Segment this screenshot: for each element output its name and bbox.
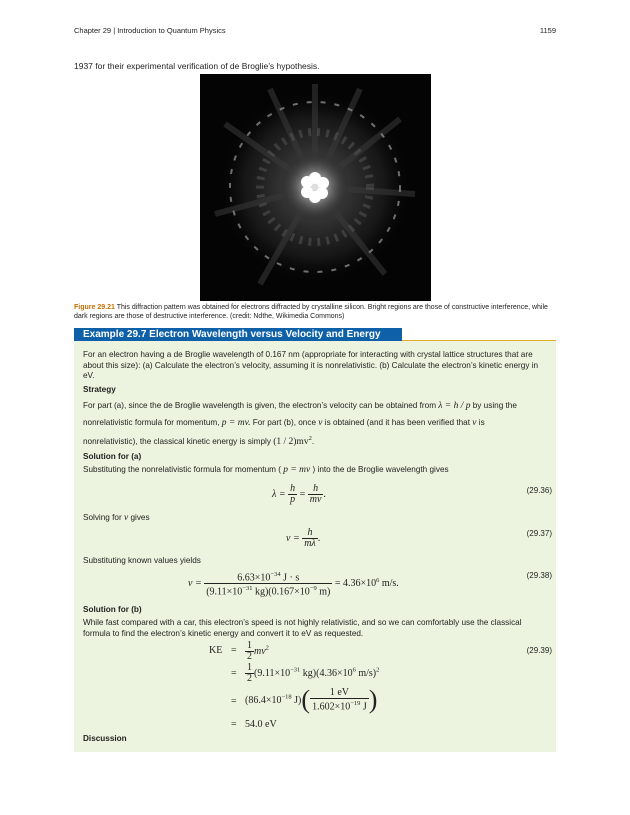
eq39-eq-1: = — [231, 645, 237, 656]
eq38-num-a: 6.63×10 — [237, 572, 271, 584]
eq39-r3-exp: −18 — [281, 694, 292, 701]
eq39-row-2 — [245, 663, 379, 684]
eq39-r2-exp1: −31 — [290, 666, 301, 674]
eq39-eq-2: = — [231, 668, 237, 679]
eq37-fraction — [302, 528, 318, 549]
eq39-r3-left — [245, 695, 301, 706]
figure-caption — [74, 304, 554, 321]
strategy-text-5: is obtained (and it has been verified that — [324, 417, 470, 427]
eq38-rhs-a: = 4.36×10 — [334, 578, 377, 590]
example-title: Example 29.7 Electron Wavelength versus Velocity and Energy — [74, 328, 402, 341]
eq38-den-c: m) — [316, 586, 331, 598]
strategy-text-4: For part (b), once — [252, 417, 316, 427]
eq39-half-2-num: 1 — [247, 662, 252, 673]
eq39-eq-4: = — [231, 719, 237, 730]
eq38-num-exp: −34 — [270, 571, 281, 578]
eq36-equals: = — [299, 488, 306, 500]
solution-a-text-2: ) into the de Broglie wavelength gives — [312, 465, 449, 474]
figure-label: Figure 29.21 — [74, 304, 115, 311]
equation-29-38 — [188, 570, 399, 598]
discussion-heading: Discussion — [83, 734, 127, 743]
eq37-den: mλ — [304, 538, 316, 549]
strategy-text-2: by using the — [472, 401, 517, 410]
strategy-text — [83, 398, 545, 451]
math-v-2: v — [472, 417, 477, 428]
solving-text-2: gives — [130, 513, 150, 522]
eq-number-29-39: (29.39) — [526, 646, 552, 655]
eq39-right-paren: ) — [368, 685, 378, 715]
eq37-lhs: v = — [286, 532, 300, 544]
equation-29-36 — [272, 484, 326, 505]
eq38-rhs-b: m/s. — [379, 578, 399, 590]
eq39-half-1 — [245, 641, 254, 662]
page-number: 1159 — [539, 26, 556, 35]
eq38-denominator — [204, 584, 332, 597]
eq36-period: . — [323, 488, 326, 500]
diffraction-pattern-image — [200, 74, 431, 301]
eq39-left-paren: ( — [301, 685, 311, 715]
strategy-text-1: For part (a), since the de Broglie wavelength is given, the electron’s velocity can be obtained from — [83, 401, 437, 410]
eq39-row-3 — [245, 685, 378, 715]
eq36-lhs: λ = — [272, 488, 286, 500]
eq36-f1-num: h — [290, 483, 296, 494]
eq39-half-1-num: 1 — [247, 640, 252, 651]
eq-number-29-36: (29.36) — [526, 486, 552, 495]
eq38-num-b: J · s — [280, 572, 300, 584]
math-v: v — [318, 417, 323, 428]
strategy-text-6: is — [478, 417, 485, 427]
figure-caption-text: This diffraction pattern was obtained for electrons diffracted by crystalline silicon. Bright regions are those of constructive interference, while dark regions are those of destructive interference. (credit: Ndthe, Wikimedia Commons) — [74, 304, 548, 320]
math-lambda-h-over-p: λ = h / p — [438, 401, 471, 411]
eq39-ev-fraction — [310, 688, 369, 712]
eq39-r2-exp2: 6 — [352, 666, 356, 674]
eq-number-29-38: (29.38) — [526, 571, 552, 580]
eq39-ev-den-exp: −19 — [350, 700, 361, 707]
strategy-text-7: nonrelativistic), the classical kinetic energy is simply — [83, 437, 271, 447]
strategy-text-8: . — [311, 437, 315, 447]
solution-b-text: While fast compared with a car, this electron’s speed is not highly relativistic, and so we can comfortably use the classical formula to find the electron’s kinetic energy and convert it to eV as requested. — [83, 618, 522, 638]
eq38-den-exp2: −9 — [309, 585, 317, 593]
eq38-den-b: kg)(0.167×10 — [252, 586, 310, 598]
math-v-3: v — [123, 513, 129, 523]
eq38-rhs-exp: 6 — [376, 576, 380, 584]
eq39-r3a: (86.4×10 — [245, 695, 282, 707]
eq38-numerator — [204, 570, 332, 584]
eq36-f2-den: mv — [309, 494, 322, 505]
eq39-eq-3: = — [231, 696, 237, 707]
eq39-ev-num: 1 eV — [310, 688, 369, 699]
eq39-mv: mv — [254, 645, 266, 657]
strategy-text-3: nonrelativistic formula for momentum, — [83, 417, 220, 427]
eq39-half-1-den: 2 — [247, 651, 252, 662]
eq39-ev-den — [310, 699, 369, 712]
substituting-text: Substituting known values yields — [83, 556, 201, 565]
eq38-den-a: (9.11×10 — [206, 586, 243, 598]
strategy-heading: Strategy — [83, 385, 116, 394]
eq39-r2a: (9.11×10 — [254, 667, 291, 679]
solution-a-text — [83, 465, 545, 476]
solution-a-heading: Solution for (a) — [83, 452, 142, 461]
eq36-fraction-2 — [308, 484, 324, 505]
eq37-period: . — [317, 532, 321, 544]
example-problem: For an electron having a de Broglie wavelength of 0.167 nm (appropriate for interacting with crystal lattice structures that are about this size): (a) Calculate the electron’s velocity, assuming it is nonrelativistic. (b) Calculate the electron’s kinetic energy in eV. — [83, 350, 539, 380]
solution-a-text-1: Substituting the nonrelativistic formula for momentum ( — [83, 465, 281, 474]
eq39-ev-den-a: 1.602×10 — [312, 701, 351, 713]
equation-29-37 — [286, 528, 320, 549]
eq39-r2c: m/s) — [355, 667, 377, 679]
eq39-row-1 — [245, 641, 269, 662]
math-kinetic-energy — [273, 435, 315, 448]
eq39-mv-exp: 2 — [265, 644, 269, 652]
solving-text-1: Solving for — [83, 513, 122, 522]
eq38-lhs: v = — [188, 578, 202, 590]
math-ke-base: (1 / 2)mv — [273, 437, 309, 448]
eq36-f2-num: h — [308, 484, 324, 495]
eq39-half-2 — [245, 663, 254, 684]
eq39-half-2-den: 2 — [247, 673, 252, 684]
intro-text: 1937 for their experimental verification of de Broglie’s hypothesis. — [74, 61, 320, 71]
running-header-chapter: Chapter 29 | Introduction to Quantum Physics — [74, 26, 226, 35]
eq38-den-exp1: −31 — [242, 585, 253, 593]
eq39-r3b: J) — [291, 695, 302, 707]
eq39-r2b: kg)(4.36×10 — [300, 667, 353, 679]
solution-b-heading: Solution for (b) — [83, 605, 142, 614]
eq38-fraction — [204, 570, 332, 598]
eq39-result: 54.0 eV — [245, 719, 277, 730]
eq36-fraction-1 — [288, 484, 297, 505]
math-p-mv-inline: p = mv — [283, 465, 311, 475]
diffraction-pattern-graphic — [200, 74, 431, 301]
solving-text — [83, 513, 545, 524]
eq39-ev-den-b: J — [360, 701, 367, 713]
eq36-f1-den: p — [290, 494, 296, 505]
math-p-mv: p = mv. — [221, 417, 251, 428]
eq-number-29-37: (29.37) — [526, 529, 552, 538]
eq39-ke-label: KE — [209, 645, 223, 656]
eq37-num: h — [302, 528, 318, 539]
eq39-r2-sq: 2 — [376, 666, 380, 674]
math-ke-exp: 2 — [308, 435, 312, 442]
